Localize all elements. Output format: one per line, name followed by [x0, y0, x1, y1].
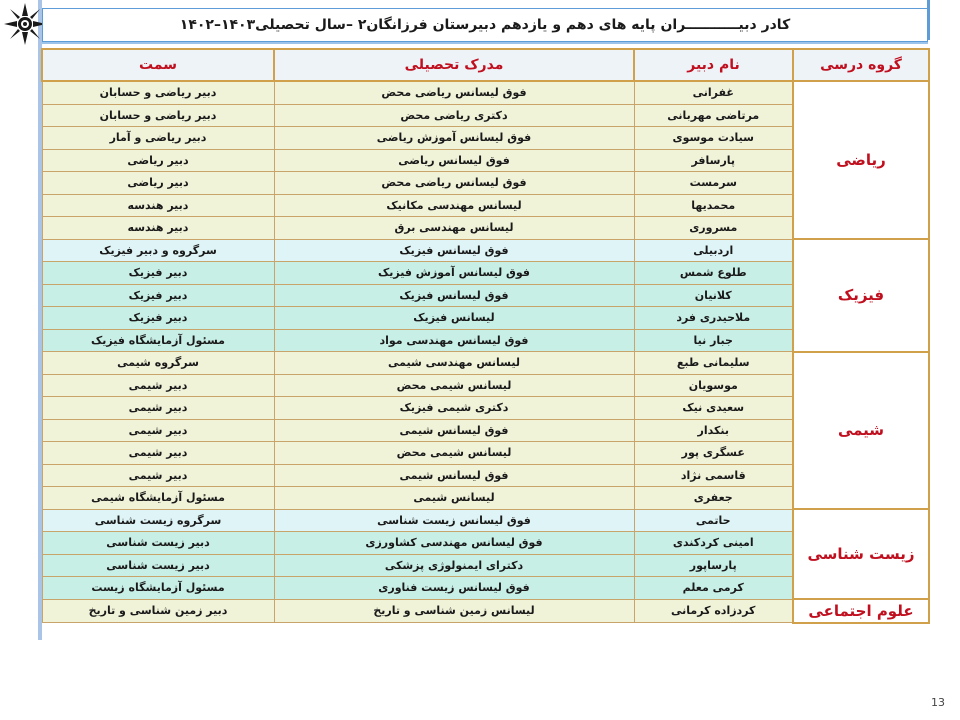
- name-cell: سرمست: [634, 172, 793, 195]
- degree-cell: فوق لیسانس فیزیک: [274, 284, 634, 307]
- role-cell: دبیر فیزیک: [42, 262, 274, 285]
- group-cell: علوم اجتماعی: [793, 599, 929, 623]
- name-cell: پارساپور: [634, 554, 793, 577]
- group-cell: شیمی: [793, 352, 929, 510]
- header-group: گروه درسی: [793, 49, 929, 81]
- name-cell: قاسمی نژاد: [634, 464, 793, 487]
- degree-cell: فوق لیسانس فیزیک: [274, 239, 634, 262]
- degree-cell: فوق لیسانس ریاضی محض: [274, 81, 634, 104]
- title-bar: [42, 8, 928, 42]
- role-cell: دبیر شیمی: [42, 397, 274, 420]
- degree-cell: لیسانس فیزیک: [274, 307, 634, 330]
- group-cell: ریاضی: [793, 81, 929, 239]
- name-cell: محمدیها: [634, 194, 793, 217]
- teachers-table: [41, 48, 930, 624]
- degree-cell: فوق لیسانس زیست فناوری: [274, 577, 634, 600]
- header-degree: مدرک تحصیلی: [274, 49, 634, 81]
- name-cell: مسروری: [634, 217, 793, 240]
- name-cell: سعیدی نیک: [634, 397, 793, 420]
- table-row: [42, 352, 929, 375]
- group-cell: زیست شناسی: [793, 509, 929, 599]
- role-cell: سرگروه و دبیر فیزیک: [42, 239, 274, 262]
- role-cell: دبیر زیست شناسی: [42, 532, 274, 555]
- role-cell: دبیر ریاضی و حسابان: [42, 104, 274, 127]
- name-cell: ملاحیدری فرد: [634, 307, 793, 330]
- name-cell: پارسافر: [634, 149, 793, 172]
- table-row: [42, 599, 929, 623]
- degree-cell: لیسانس مهندسی برق: [274, 217, 634, 240]
- degree-cell: لیسانس مهندسی شیمی: [274, 352, 634, 375]
- role-cell: دبیر زمین شناسی و تاریخ: [42, 599, 274, 623]
- role-cell: دبیر ریاضی: [42, 172, 274, 195]
- degree-cell: لیسانس شیمی محض: [274, 442, 634, 465]
- header-role: سمت: [42, 49, 274, 81]
- degree-cell: فوق لیسانس مهندسی کشاورزی: [274, 532, 634, 555]
- role-cell: مسئول آزمایشگاه شیمی: [42, 487, 274, 510]
- table-row: [42, 81, 929, 104]
- degree-cell: لیسانس مهندسی مکانیک: [274, 194, 634, 217]
- role-cell: دبیر ریاضی و حسابان: [42, 81, 274, 104]
- role-cell: سرگروه زیست شناسی: [42, 509, 274, 532]
- degree-cell: فوق لیسانس زیست شناسی: [274, 509, 634, 532]
- name-cell: عسگری پور: [634, 442, 793, 465]
- degree-cell: دکتری شیمی فیزیک: [274, 397, 634, 420]
- role-cell: سرگروه شیمی: [42, 352, 274, 375]
- table-row: [42, 239, 929, 262]
- degree-cell: دکتری ریاضی محض: [274, 104, 634, 127]
- degree-cell: فوق لیسانس ریاضی محض: [274, 172, 634, 195]
- degree-cell: لیسانس شیمی: [274, 487, 634, 510]
- name-cell: غفرانی: [634, 81, 793, 104]
- role-cell: دبیر شیمی: [42, 374, 274, 397]
- role-cell: دبیر هندسه: [42, 194, 274, 217]
- degree-cell: فوق لیسانس آموزش ریاضی: [274, 127, 634, 150]
- name-cell: طلوع شمس: [634, 262, 793, 285]
- table-row: [42, 509, 929, 532]
- degree-cell: لیسانس شیمی محض: [274, 374, 634, 397]
- role-cell: دبیر شیمی: [42, 442, 274, 465]
- name-cell: اردبیلی: [634, 239, 793, 262]
- role-cell: دبیر شیمی: [42, 464, 274, 487]
- role-cell: دبیر فیزیک: [42, 284, 274, 307]
- page-title: کادر دبیـــــــــــران پایه های دهم و یازدهم دبیرستان فرزانگان۲ –سال تحصیلی۱۴۰۳–۱۴۰۲: [179, 17, 791, 33]
- role-cell: دبیر هندسه: [42, 217, 274, 240]
- name-cell: مرتاضی مهربانی: [634, 104, 793, 127]
- degree-cell: فوق لیسانس آموزش فیزیک: [274, 262, 634, 285]
- name-cell: کرمی معلم: [634, 577, 793, 600]
- table-body: [42, 81, 929, 623]
- name-cell: کلانیان: [634, 284, 793, 307]
- role-cell: دبیر زیست شناسی: [42, 554, 274, 577]
- role-cell: دبیر ریاضی: [42, 149, 274, 172]
- role-cell: دبیر فیزیک: [42, 307, 274, 330]
- name-cell: امینی کردکندی: [634, 532, 793, 555]
- group-cell: فیزیک: [793, 239, 929, 352]
- degree-cell: دکترای ایمنولوژی پزشکی: [274, 554, 634, 577]
- name-cell: جعفری: [634, 487, 793, 510]
- role-cell: دبیر ریاضی و آمار: [42, 127, 274, 150]
- page-number: 13: [931, 696, 945, 709]
- name-cell: جبار نیا: [634, 329, 793, 352]
- table-header-row: [42, 49, 929, 81]
- header-name: نام دبیر: [634, 49, 793, 81]
- name-cell: سیادت موسوی: [634, 127, 793, 150]
- role-cell: دبیر شیمی: [42, 419, 274, 442]
- degree-cell: فوق لیسانس شیمی: [274, 464, 634, 487]
- name-cell: کردزاده کرمانی: [634, 599, 793, 623]
- name-cell: بنکدار: [634, 419, 793, 442]
- name-cell: حاتمی: [634, 509, 793, 532]
- role-cell: مسئول آزمایشگاه زیست: [42, 577, 274, 600]
- school-logo-icon: [3, 2, 47, 46]
- degree-cell: فوق لیسانس مهندسی مواد: [274, 329, 634, 352]
- degree-cell: فوق لیسانس شیمی: [274, 419, 634, 442]
- name-cell: موسویان: [634, 374, 793, 397]
- degree-cell: فوق لیسانس ریاضی: [274, 149, 634, 172]
- role-cell: مسئول آزمایشگاه فیزیک: [42, 329, 274, 352]
- degree-cell: لیسانس زمین شناسی و تاریخ: [274, 599, 634, 623]
- name-cell: سلیمانی طبع: [634, 352, 793, 375]
